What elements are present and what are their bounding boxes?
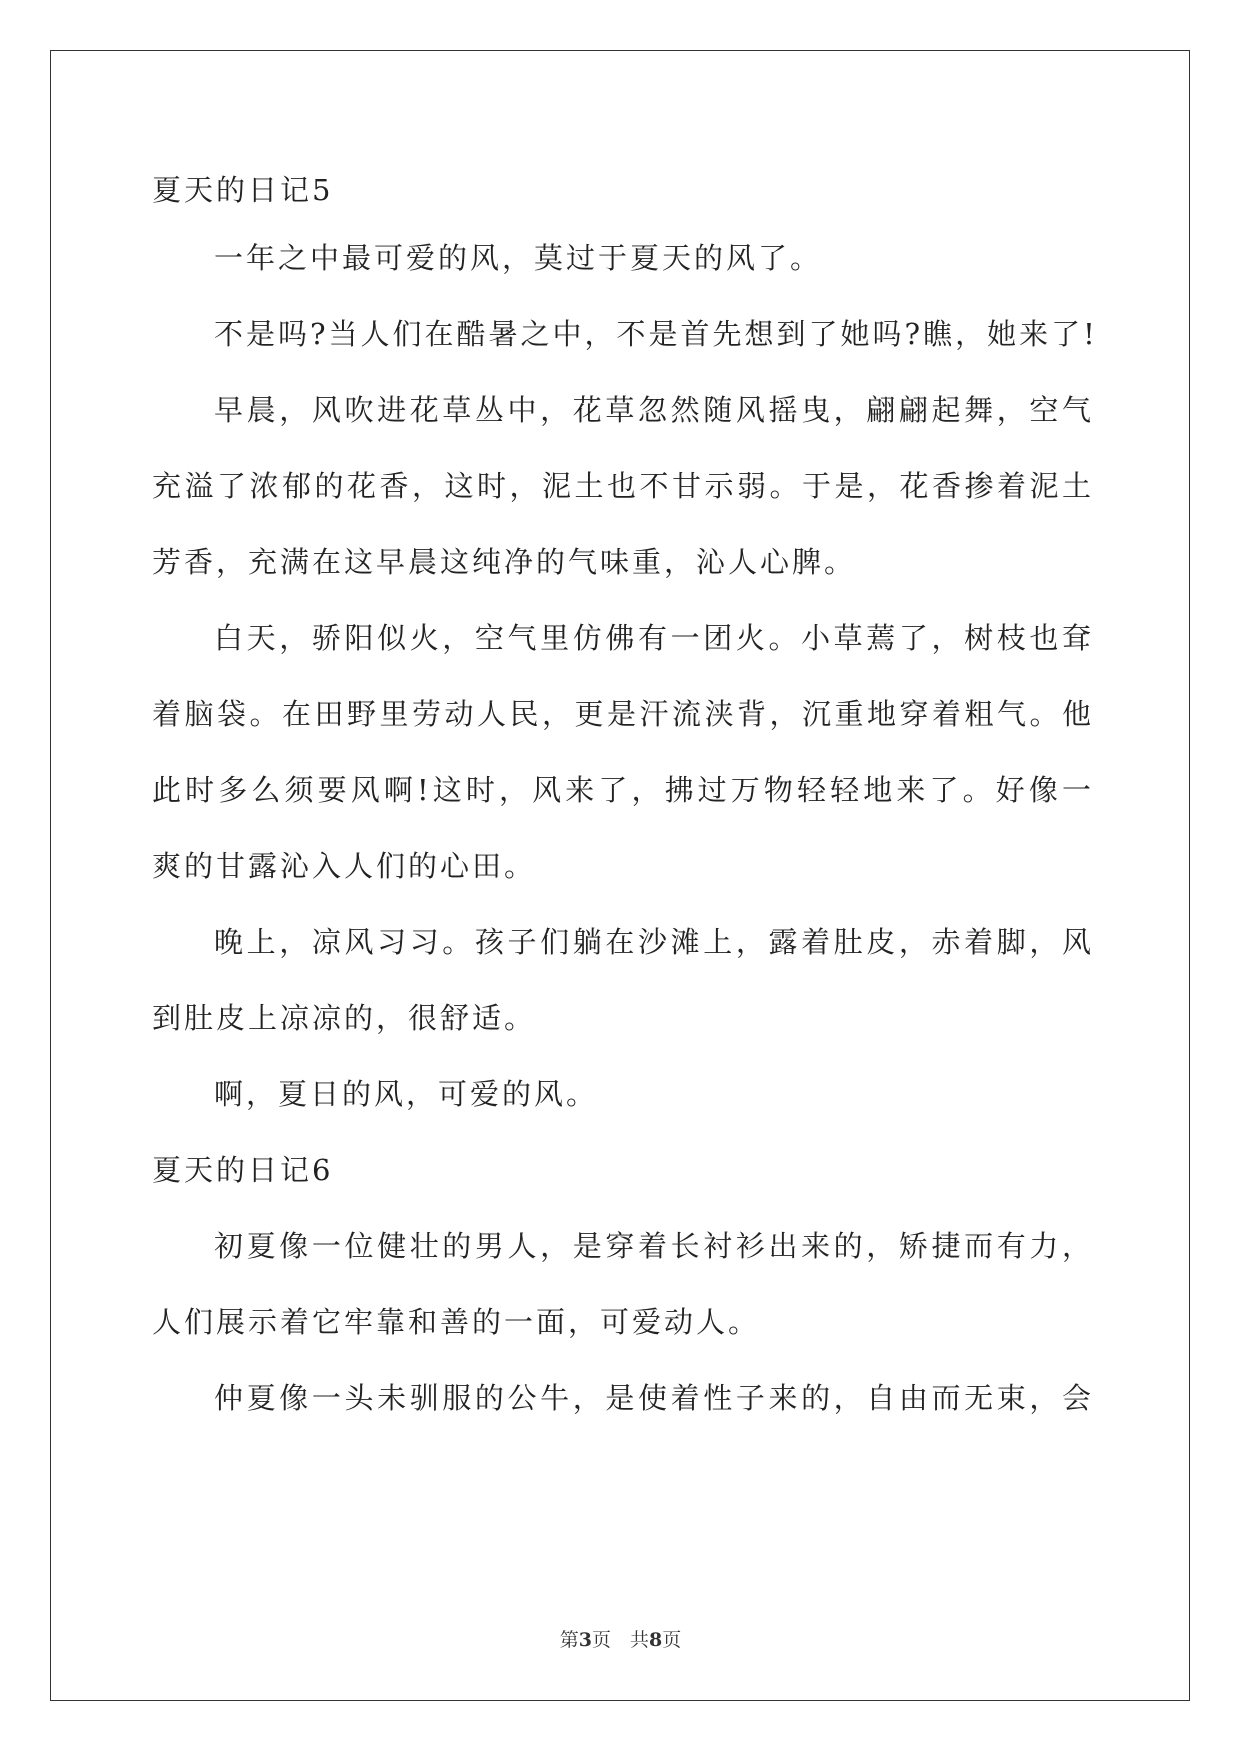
- paragraph-line: 一年之中最可爱的风，莫过于夏天的风了。: [214, 241, 823, 275]
- total-page-count: 8: [649, 1629, 663, 1651]
- section-heading: 夏天的日记5: [152, 173, 334, 207]
- paragraph-line: 早晨，风吹进花草丛中，花草忽然随风摇曳，翩翩起舞，空气: [214, 393, 1094, 427]
- paragraph-line: 着脑袋。在田野里劳动人民，更是汗流浃背，沉重地穿着粗气。他: [152, 697, 1094, 731]
- footer-prefix: 第: [559, 1629, 579, 1651]
- paragraph-line: 晚上，凉风习习。孩子们躺在沙滩上，露着肚皮，赤着脚，风: [214, 925, 1094, 959]
- paragraph-line: 人们展示着它牢靠和善的一面，可爱动人。: [152, 1305, 761, 1339]
- paragraph-line: 充溢了浓郁的花香，这时，泥土也不甘示弱。于是，花香掺着泥土: [152, 469, 1094, 503]
- paragraph-line: 初夏像一位健壮的男人，是穿着长衬衫出来的，矫捷而有力，: [214, 1229, 1094, 1263]
- footer-suffix: 页: [662, 1629, 682, 1651]
- paragraph-line: 爽的甘露沁入人们的心田。: [152, 849, 537, 883]
- section-heading: 夏天的日记6: [152, 1153, 334, 1187]
- paragraph-line: 芳香，充满在这早晨这纯净的气味重，沁人心脾。: [152, 545, 857, 579]
- paragraph-line: 到肚皮上凉凉的，很舒适。: [152, 1001, 537, 1035]
- current-page-number: 3: [578, 1629, 592, 1651]
- footer-middle: 页 共: [591, 1629, 649, 1651]
- paragraph-line: 白天，骄阳似火，空气里仿佛有一团火。小草蔫了，树枝也耷: [214, 621, 1094, 655]
- document-body: [152, 160, 1098, 1436]
- paragraph-line: 啊，夏日的风，可爱的风。: [214, 1077, 599, 1111]
- paragraph-line: 此时多么须要风啊!这时，风来了，拂过万物轻轻地来了。好像一: [152, 773, 1094, 807]
- page-footer: [0, 1625, 1241, 1652]
- paragraph-line: 仲夏像一头未驯服的公牛，是使着性子来的，自由而无束，会: [214, 1381, 1094, 1415]
- paragraph-line: 不是吗?当人们在酷暑之中，不是首先想到了她吗?瞧，她来了!: [214, 317, 1098, 351]
